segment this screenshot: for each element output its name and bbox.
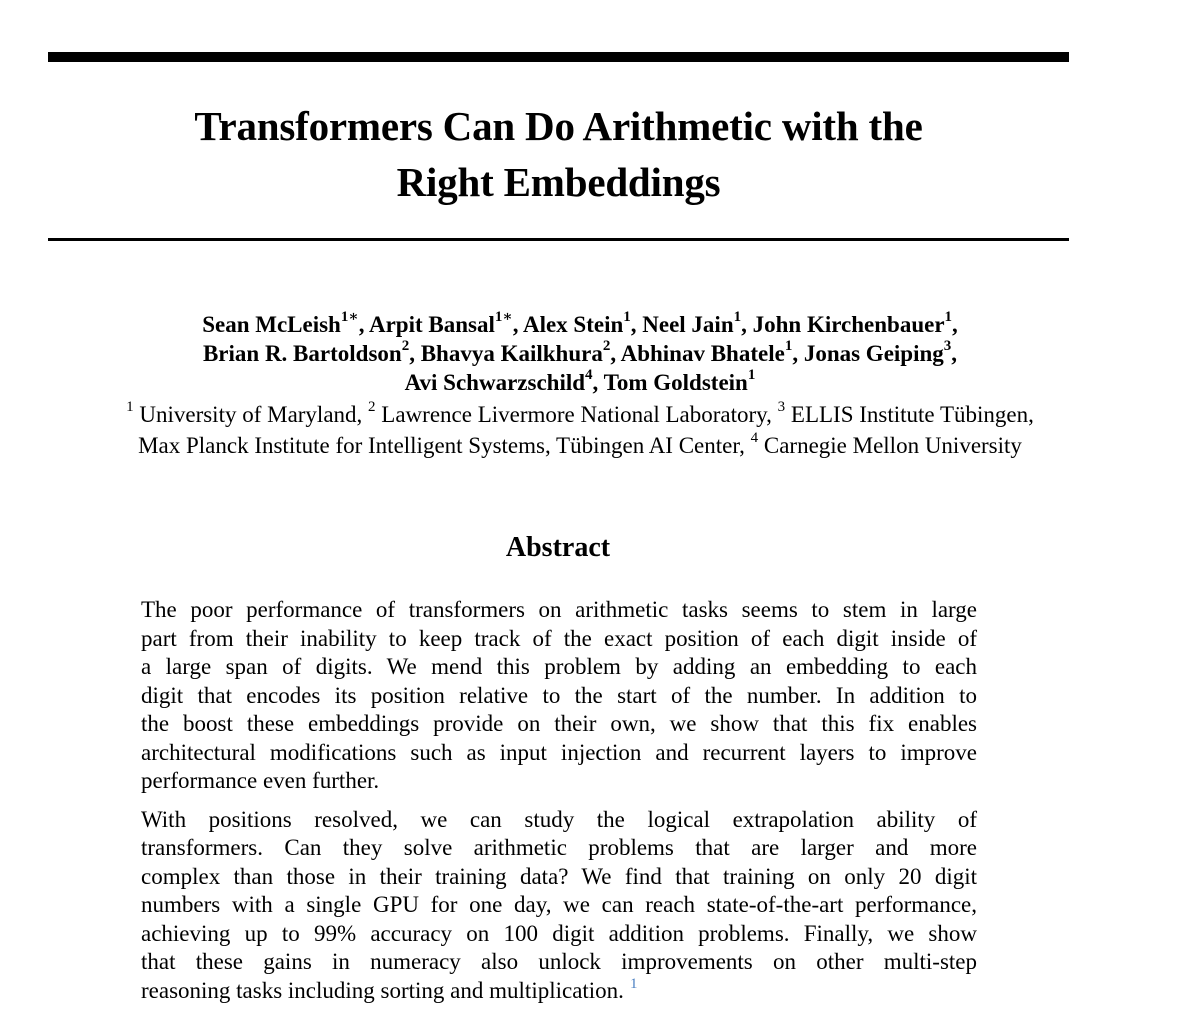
author-list <box>0 310 1160 397</box>
affiliation-line-2: Max Planck Institute for Intelligent Systems, Tübingen AI Center, $^4$ Carnegie Mellon University <box>138 430 1022 458</box>
affiliation-name: Carnegie Mellon University <box>763 433 1022 458</box>
affiliation-line-1: $^1$ University of Maryland, $^2$ Lawrence Livermore National Laboratory, $^3$ ELLIS Institute Tübingen, <box>126 399 1034 427</box>
author-name: Jonas Geiping <box>803 341 944 366</box>
author-name: Avi Schwarzschild <box>404 370 586 395</box>
author-affil-mark: 1 <box>733 309 742 326</box>
author-line-3: Avi Schwarzschild$^4$, Tom Goldstein$^1$ <box>404 367 756 395</box>
author-affil-mark: 1 <box>944 309 953 326</box>
abstract-paragraph-1 <box>141 596 977 796</box>
abstract-line: transformers. Can they solve arithmetic problems that are larger and more <box>141 835 977 860</box>
top-rule <box>48 52 1069 62</box>
affiliation-list <box>0 399 1160 461</box>
abstract-line: a large span of digits. We mend this problem by adding an embedding to each <box>141 654 977 679</box>
abstract-line: numbers with a single GPU for one day, we can reach state-of-the-art performance, <box>141 892 977 917</box>
abstract-line: complex than those in their training data? We find that training on only 20 digit <box>141 863 977 889</box>
abstract-line: The poor performance of transformers on arithmetic tasks seems to stem in large <box>141 597 977 622</box>
author-line-2: Brian R. Bartoldson$^2$, Bhavya Kailkhura$^2$, Abhinav Bhatele$^1$, Jonas Geiping$^3$, <box>202 338 958 366</box>
affiliation-mark: 1 <box>126 399 134 416</box>
footnote-link[interactable]: 1 <box>629 975 638 992</box>
affiliation-name-part-1: ELLIS Institute Tübingen, <box>790 402 1034 427</box>
affiliation-name-part-2: Max Planck Institute for Intelligent Systems, Tübingen AI Center <box>138 433 740 458</box>
abstract-line: achieving up to 99% accuracy on 100 digit addition problems. Finally, we show <box>141 920 977 946</box>
abstract-line: digit that encodes its position relative to the start of the number. In addition to <box>141 682 977 708</box>
author-affil-mark: 2 <box>602 338 611 355</box>
author-name: Sean McLeish <box>202 312 341 337</box>
author-name: Bhavya Kailkhura <box>420 341 603 366</box>
abstract-line: architectural modifications such as input injection and recurrent layers to improve <box>141 739 977 765</box>
title-line-1: Transformers Can Do Arithmetic with the <box>194 103 923 149</box>
abstract-last-line-text: reasoning tasks including sorting and multiplication. <box>141 977 624 1003</box>
paper-title <box>48 98 1069 210</box>
author-affil-mark: 1 <box>784 338 793 355</box>
author-name: Arpit Bansal <box>368 312 495 337</box>
affiliation-name: University of Maryland <box>139 402 357 427</box>
title-bottom-rule <box>48 238 1069 241</box>
affiliation-mark: 3 <box>777 399 786 416</box>
author-affil-mark: 1 <box>747 367 756 384</box>
abstract-paragraph-2 <box>141 806 977 1006</box>
author-affil-mark: 2 <box>401 338 410 355</box>
abstract-body <box>141 596 977 1005</box>
abstract-line: part from their inability to keep track of the exact position of each digit inside of <box>141 625 977 651</box>
abstract-line: that these gains in numeracy also unlock improvements on other multi-step <box>141 949 977 974</box>
abstract-line: With positions resolved, we can study the logical extrapolation ability of <box>141 806 977 832</box>
affiliation-mark: 4 <box>750 430 759 447</box>
abstract-line: performance even further. <box>141 768 380 793</box>
abstract-heading: Abstract <box>505 532 611 563</box>
author-name: Tom Goldstein <box>603 370 748 395</box>
author-affil-mark: 4 <box>585 367 593 384</box>
affiliation-mark: 2 <box>368 399 376 416</box>
abstract-line <box>141 977 977 1006</box>
author-affil-mark: 3 <box>943 338 952 355</box>
title-line-2: Right Embeddings <box>396 159 721 205</box>
author-affil-mark: 1∗ <box>494 309 513 326</box>
affiliation-name: Lawrence Livermore National Laboratory <box>381 402 767 427</box>
author-name: Brian R. Bartoldson <box>202 341 402 366</box>
author-line-1: Sean McLeish$^{1∗}$, Arpit Bansal$^{1∗}$, Alex Stein$^1$, Neel Jain$^1$, John Kirchenbauer$^1$, <box>202 309 958 337</box>
abstract-line: the boost these embeddings provide on their own, we show that this fix enables <box>141 711 977 736</box>
author-name: Alex Stein <box>522 312 624 337</box>
author-affil-mark: 1 <box>623 309 631 326</box>
author-name: Neel Jain <box>642 312 734 337</box>
author-name: Abhinav Bhatele <box>620 341 785 366</box>
author-affil-mark: 1∗ <box>340 309 359 326</box>
author-name: John Kirchenbauer <box>752 312 945 337</box>
